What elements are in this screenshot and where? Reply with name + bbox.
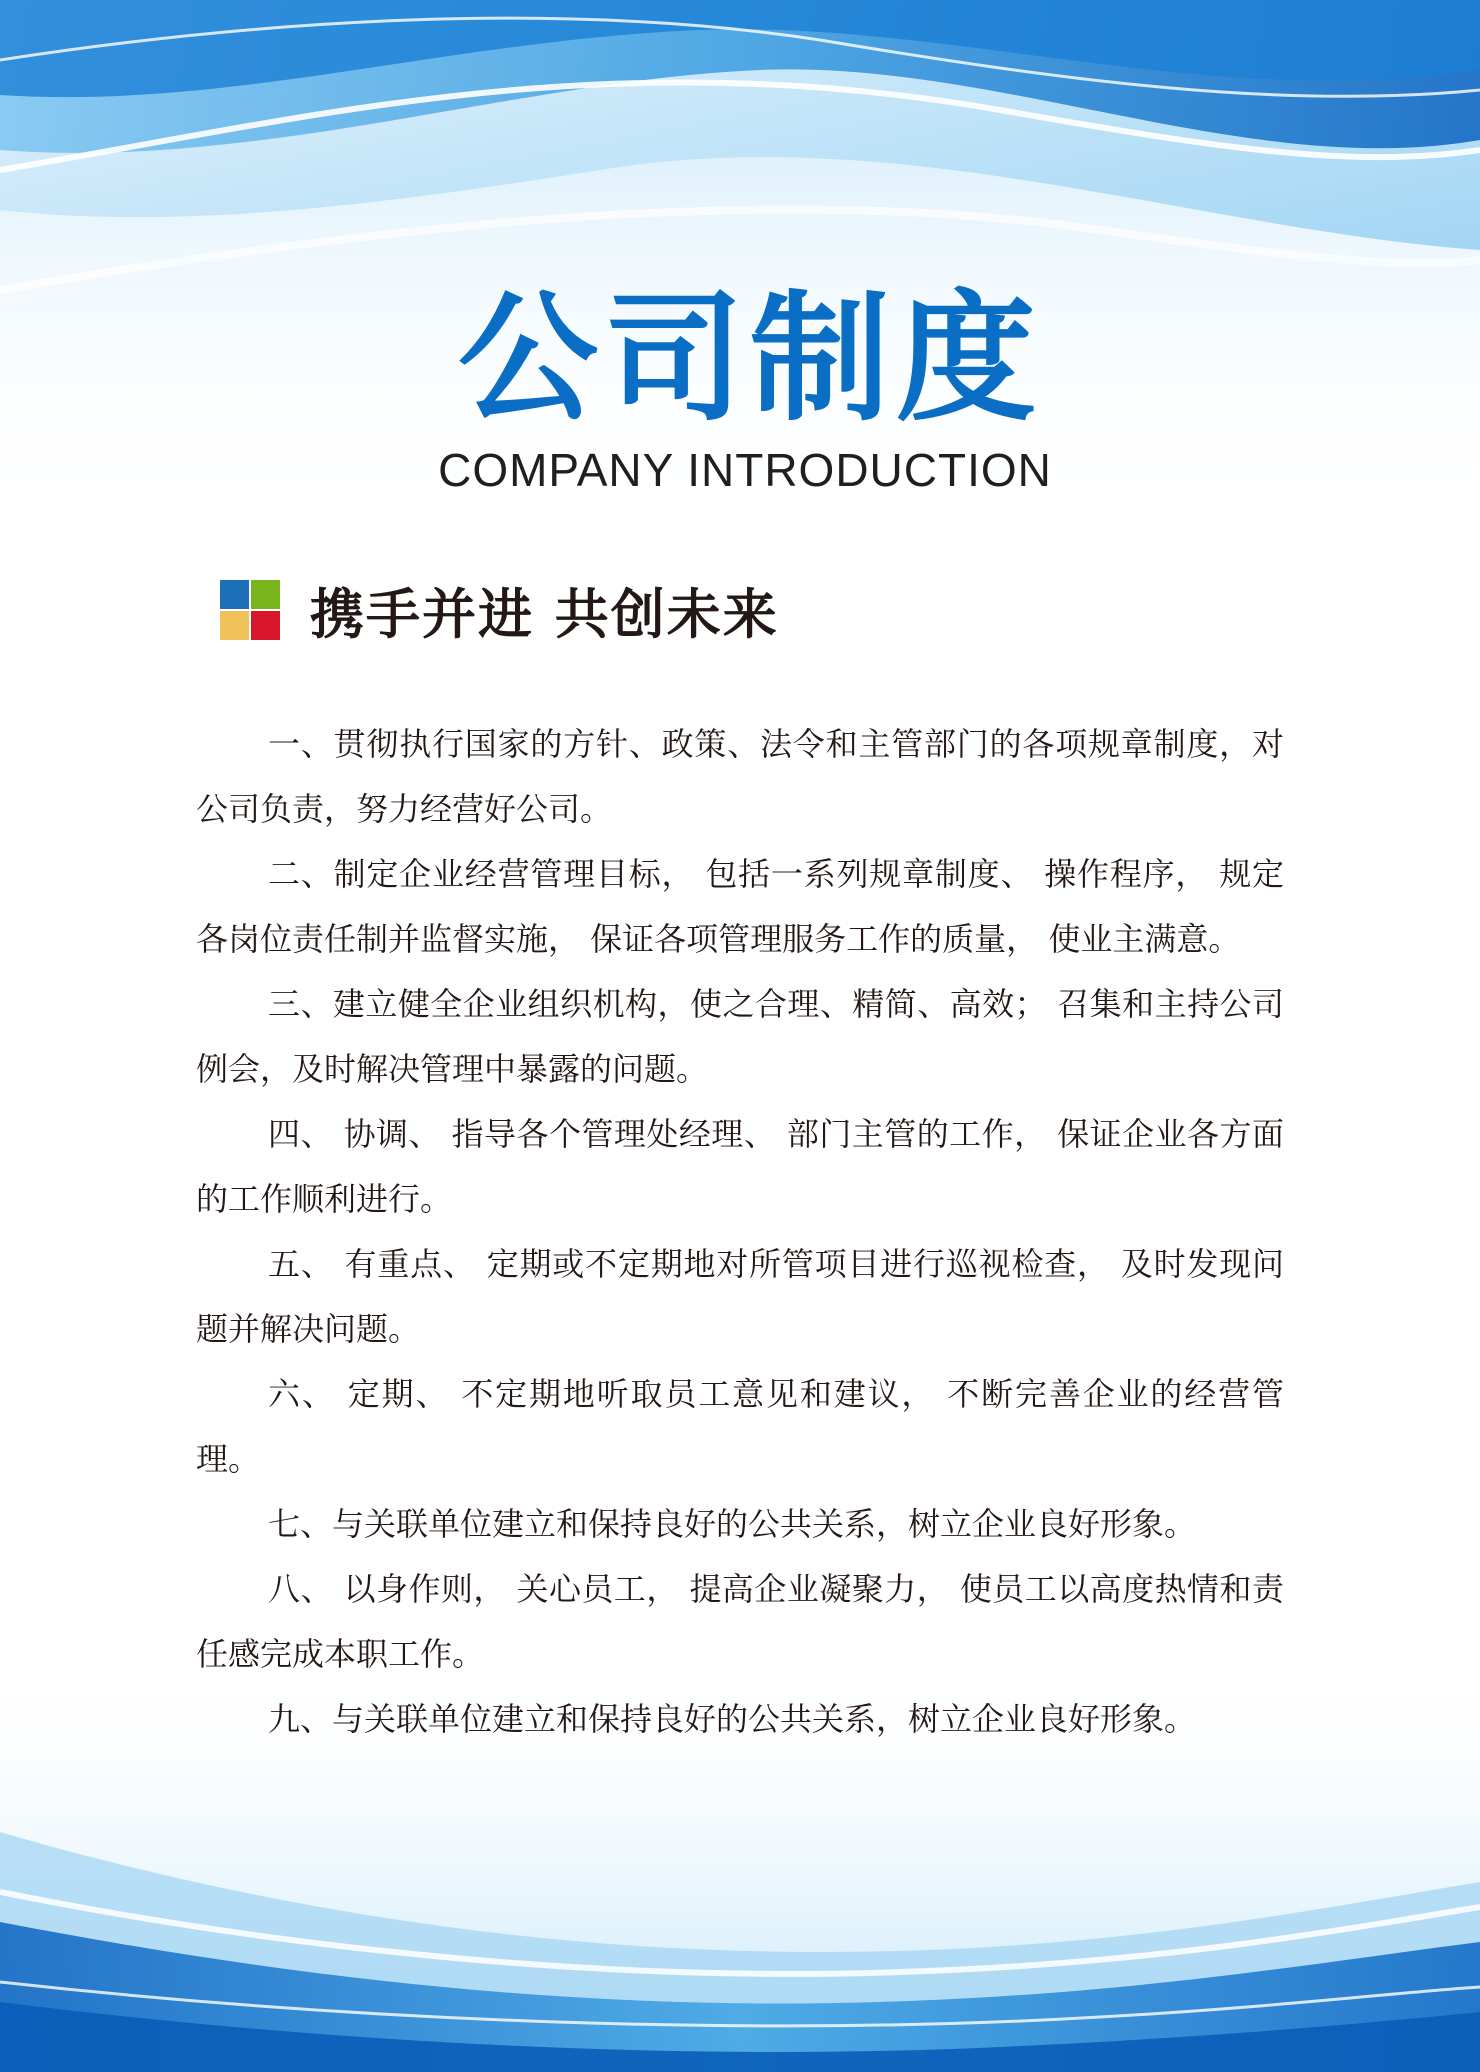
rule-item: 二、制定企业经营管理目标， 包括一系列规章制度、 操作程序， 规定各岗位责任制并监督实施， 保证各项管理服务工作的质量， 使业主满意。 xyxy=(196,855,1284,958)
rules-list xyxy=(196,712,1284,1752)
rule-item: 九、与关联单位建立和保持良好的公共关系，树立企业良好形象。 xyxy=(268,1700,1197,1738)
rule-item: 一、贯彻执行国家的方针、政策、法令和主管部门的各项规章制度，对公司负责，努力经营好公司。 xyxy=(196,725,1284,828)
page-subtitle: COMPANY INTRODUCTION xyxy=(438,444,1052,496)
rule-item: 三、建立健全企业组织机构，使之合理、精简、高效； 召集和主持公司例会，及时解决管理中暴露的问题。 xyxy=(196,985,1284,1088)
four-color-squares-icon xyxy=(220,580,280,640)
rule-item: 四、 协调、 指导各个管理处经理、 部门主管的工作， 保证企业各方面的工作顺利进行。 xyxy=(196,1115,1284,1218)
section-heading-text: 携手并进 共创未来 xyxy=(310,582,779,646)
logo-square-blue xyxy=(220,580,249,609)
section-heading xyxy=(220,575,779,645)
rule-item: 六、 定期、 不定期地听取员工意见和建议， 不断完善企业的经营管理。 xyxy=(196,1375,1284,1478)
logo-square-yellow xyxy=(220,611,249,640)
rule-item: 五、 有重点、 定期或不定期地对所管项目进行巡视检查， 及时发现问题并解决问题。 xyxy=(196,1245,1284,1348)
rule-item: 八、 以身作则， 关心员工， 提高企业凝聚力， 使员工以高度热情和责任感完成本职工作。 xyxy=(196,1570,1284,1673)
page-title: 公司制度 xyxy=(457,278,1042,441)
title-block xyxy=(0,280,1480,498)
logo-square-green xyxy=(251,580,280,609)
logo-square-red xyxy=(251,611,280,640)
rule-item: 七、与关联单位建立和保持良好的公共关系，树立企业良好形象。 xyxy=(268,1505,1197,1543)
